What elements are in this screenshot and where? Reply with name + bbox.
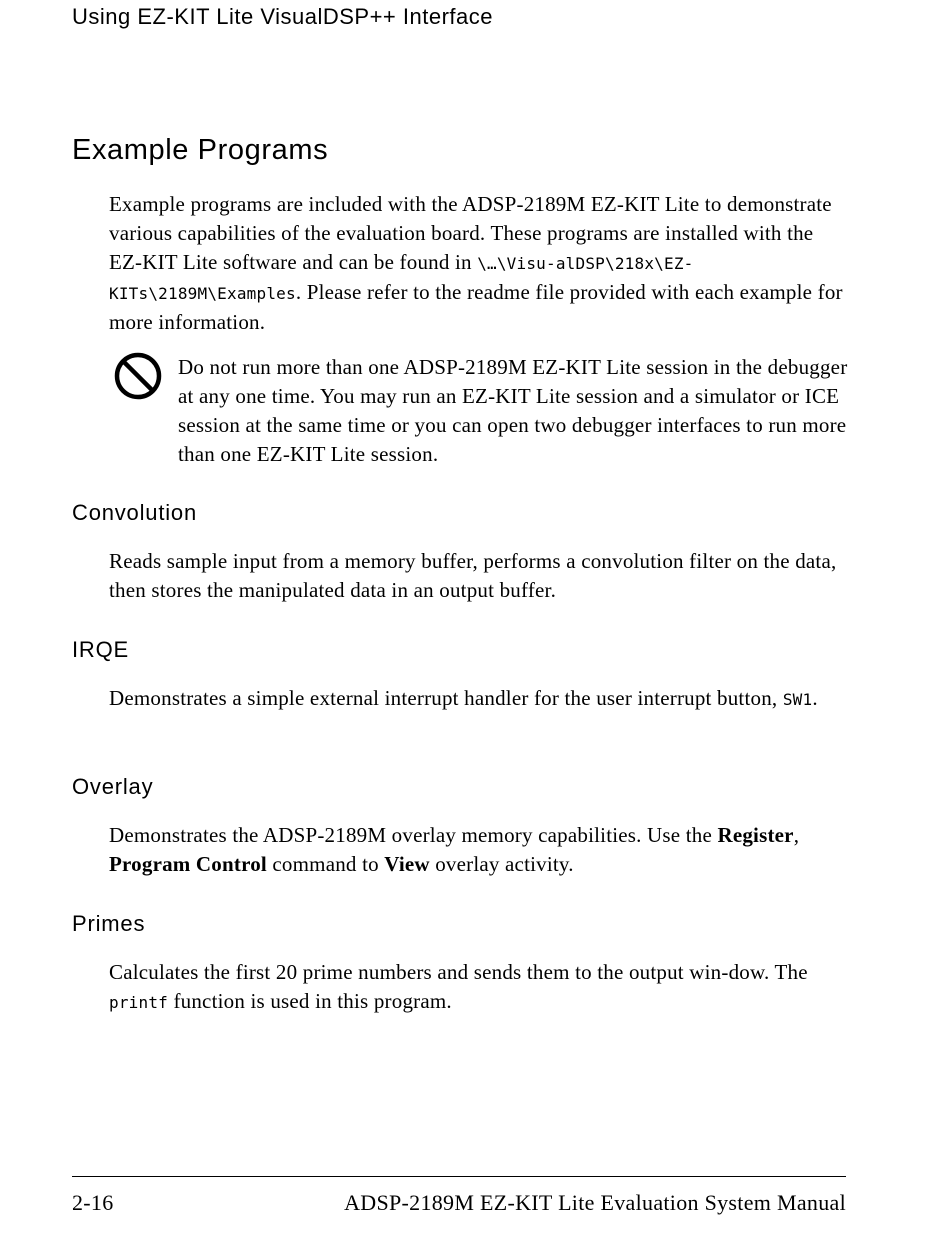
manual-title: ADSP-2189M EZ-KIT Lite Evaluation System Manual [344,1190,846,1215]
footer-rule [72,1176,846,1177]
primes-code: printf [109,993,168,1012]
primes-text-2: function is used in this program. [168,989,452,1013]
overlay-description [109,821,849,879]
overlay-heading: Overlay [72,774,154,799]
page-number: 2-16 [72,1190,114,1215]
overlay-text-1: Demonstrates the ADSP-2189M overlay memory capabilities. Use the [109,823,718,847]
irqe-description [109,684,849,714]
irqe-heading: IRQE [72,637,129,662]
overlay-bold-view: View [384,852,430,876]
overlay-text-3: command to [266,852,385,876]
examples-path: \…\Visu-alDSP\218x\EZ-KITs\2189M\Examples [109,254,694,303]
primes-description [109,958,849,1017]
intro-text-1: Example programs are included with the ADSP-2189M EZ-KIT Lite to demonstrate various capabilities of the evaluation board. These programs are installed with the EZ-KIT Lite software and can be found in [109,192,832,274]
intro-text-2: . Please refer to the readme file provided with each example for more information. [109,280,843,334]
convolution-heading: Convolution [72,500,197,525]
prohibited-icon [113,351,163,401]
overlay-text-2: , [793,823,800,847]
intro-paragraph [109,190,849,337]
irqe-text-1: Demonstrates a simple external interrupt handler for the user interrupt button, [109,686,783,710]
primes-heading: Primes [72,911,146,936]
convolution-description: Reads sample input from a memory buffer, performs a convolution filter on the data, then stores the manipulated data in an output buffer. [109,549,837,602]
overlay-text-4: overlay activity. [429,852,574,876]
running-header: Using EZ-KIT Lite VisualDSP++ Interface [72,4,493,29]
overlay-bold-program-control: Program Control [109,852,267,876]
irqe-code: SW1 [782,690,813,709]
irqe-text-2: . [812,686,818,710]
overlay-bold-register: Register [717,823,794,847]
note-text: Do not run more than one ADSP-2189M EZ-KIT Lite session in the debugger at any one time. You may run an EZ-KIT Lite session and a simulator or ICE session at the same time or you can open two debugger interfaces to run more than one EZ-KIT Lite session. [178,355,848,466]
primes-text-1: Calculates the first 20 prime numbers and sends them to the output win-dow. The [109,960,808,984]
section-title: Example Programs [72,134,329,166]
